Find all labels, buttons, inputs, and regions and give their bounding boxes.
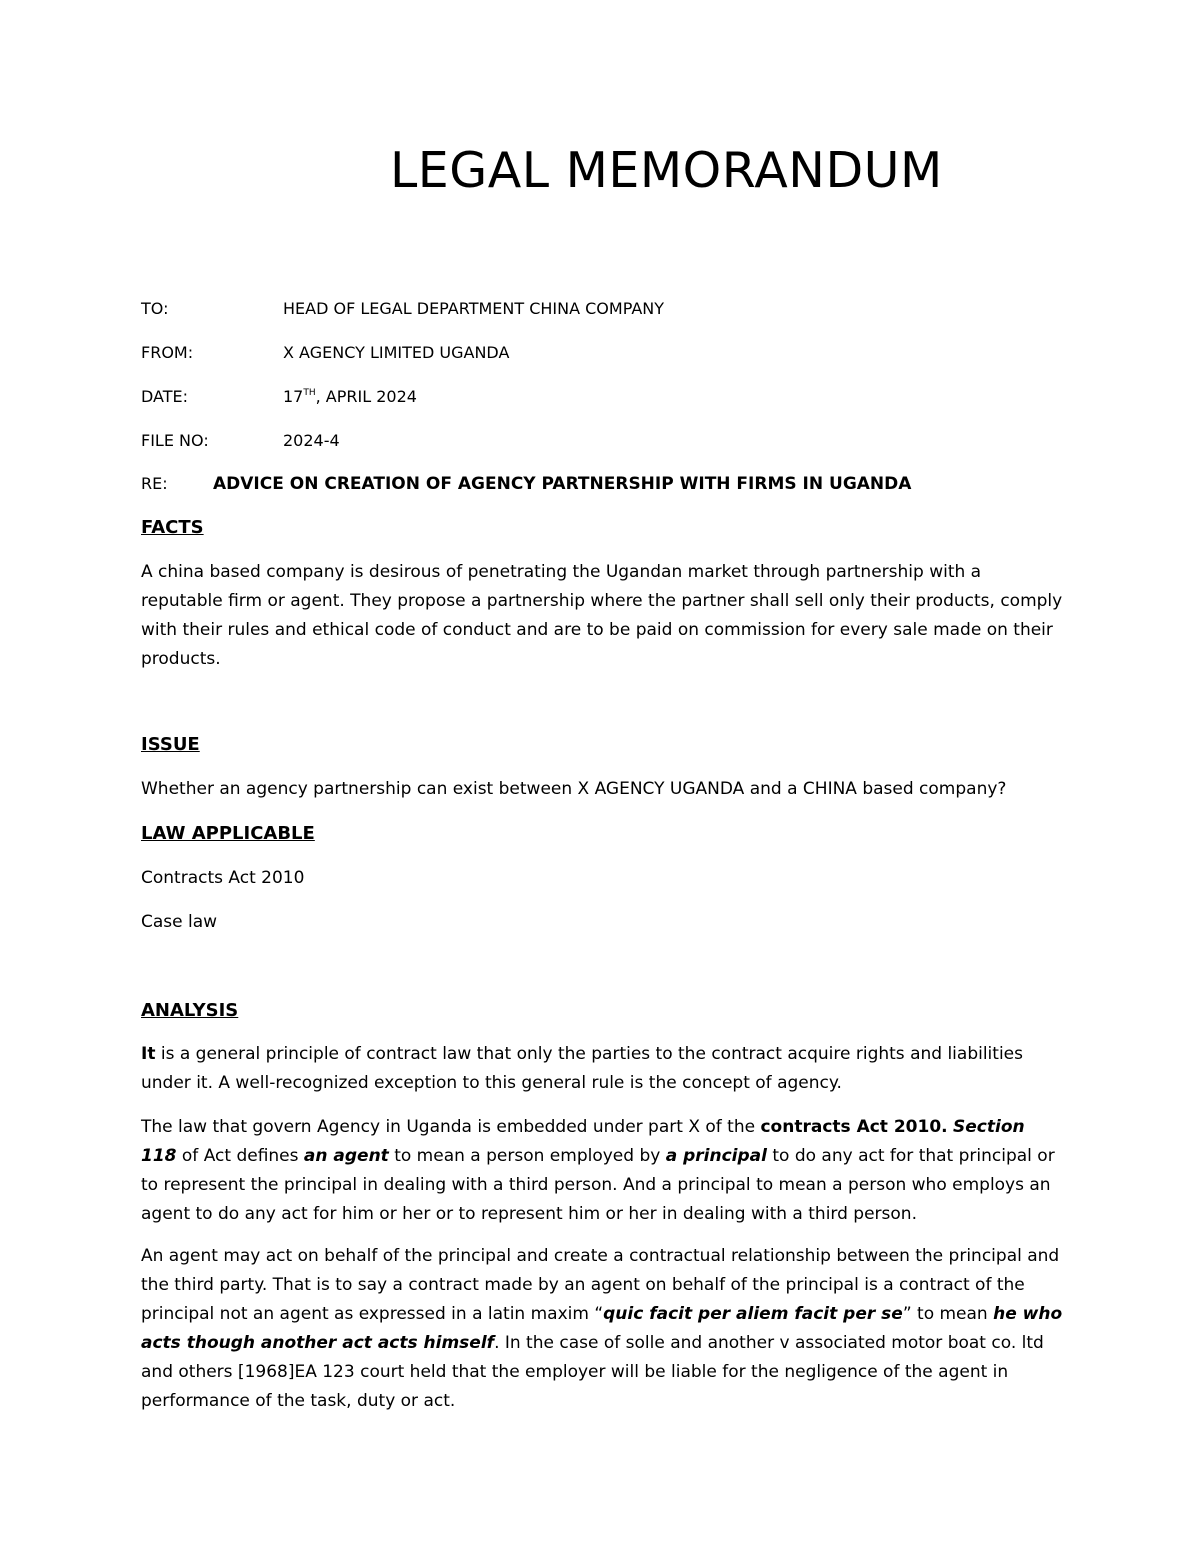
analysis-p2-section: Section 118 <box>141 1117 1025 1166</box>
from-row <box>141 343 509 362</box>
date-superscript: TH <box>303 388 316 398</box>
issue-text: Whether an agency partnership can exist between X AGENCY UGANDA and a CHINA based company? <box>141 779 1007 799</box>
analysis-p3-text-2: ” to mean <box>902 1304 994 1324</box>
analysis-p2-text: The law that govern Agency in Uganda is embedded under part X of the <box>141 1117 761 1137</box>
law-heading: LAW APPLICABLE <box>141 823 315 844</box>
analysis-p3-translation: he who acts though another act acts himself <box>141 1304 1063 1353</box>
analysis-heading: ANALYSIS <box>141 1000 239 1021</box>
analysis-p3-text-3: . In the case of solle and another v associated motor boat co. ltd and others [1968]EA 123 court held that the employer will be liable for the negligence of the agent in performance of the task, duty or act. <box>141 1333 1044 1411</box>
analysis-paragraph-1 <box>141 1040 1066 1098</box>
analysis-p2-act: contracts Act 2010. <box>760 1117 948 1137</box>
to-label: TO: <box>141 299 169 318</box>
analysis-p2-text-2: of Act defines <box>176 1146 304 1166</box>
to-value: HEAD OF LEGAL DEPARTMENT CHINA COMPANY <box>283 299 665 318</box>
analysis-p2-text-3: to mean a person employed by <box>388 1146 666 1166</box>
analysis-p3-maxim: quic facit per aliem facit per se <box>603 1304 903 1324</box>
facts-paragraph: A china based company is desirous of penetrating the Ugandan market through partnership with a reputable firm or agent. They propose a partnership where the partner shall sell only their products, comply with their rules and ethical code of conduct and are to be paid on commission for every sale made on their products. <box>141 562 1063 669</box>
re-label: RE: <box>141 474 168 493</box>
from-value: X AGENCY LIMITED UGANDA <box>283 343 510 362</box>
from-label: FROM: <box>141 343 194 362</box>
to-row <box>141 299 664 318</box>
date-row <box>141 387 417 406</box>
date-rest: , APRIL 2024 <box>315 387 417 406</box>
analysis-paragraph-3 <box>141 1242 1066 1416</box>
issue-heading: ISSUE <box>141 734 200 755</box>
analysis-p1-text: is a general principle of contract law that only the parties to the contract acquire rights and liabilities under it. A well-recognized exception to this general rule is the concept of agency. <box>141 1044 1023 1093</box>
file-value: 2024-4 <box>283 431 340 450</box>
re-subject: ADVICE ON CREATION OF AGENCY PARTNERSHIP WITH FIRMS IN UGANDA <box>213 474 912 494</box>
law-item-case-law: Case law <box>141 912 218 932</box>
re-row <box>141 474 911 494</box>
facts-heading: FACTS <box>141 517 204 538</box>
law-item-contracts-act: Contracts Act 2010 <box>141 868 305 888</box>
analysis-p2-agent: an agent <box>303 1146 389 1166</box>
file-label: FILE NO: <box>141 431 209 450</box>
document-title: LEGAL MEMORANDUM <box>390 142 943 199</box>
file-row <box>141 431 340 450</box>
analysis-paragraph-2 <box>141 1113 1066 1229</box>
date-label: DATE: <box>141 387 189 406</box>
analysis-p2-text-4: to do any act for that principal or to represent the principal in dealing with a third person. And a principal to mean a person who employs an agent to do any act for him or her or to represent him or her in dealing with a third person. <box>141 1146 1055 1224</box>
analysis-p2-principal: a principal <box>665 1146 767 1166</box>
date-day: 17 <box>283 387 304 406</box>
analysis-p1-bold: It <box>141 1044 156 1064</box>
analysis-p3-text: An agent may act on behalf of the principal and create a contractual relationship between the principal and the third party. That is to say a contract made by an agent on behalf of the principal is a contract of the principal not an agent as expressed in a latin maxim “ <box>141 1246 1060 1324</box>
